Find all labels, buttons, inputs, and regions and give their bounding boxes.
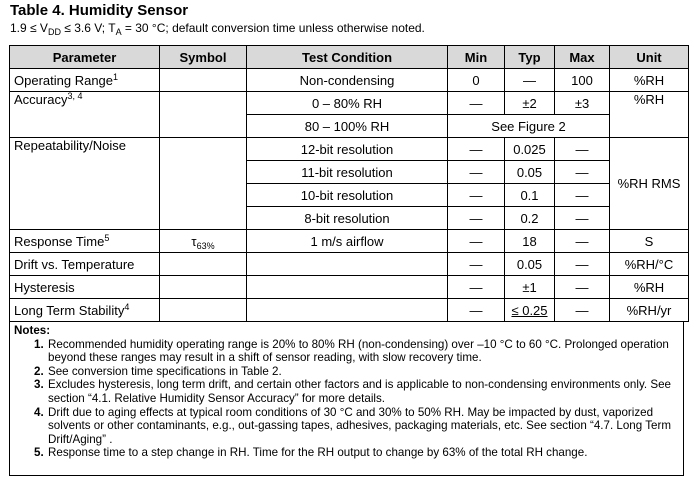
- table-row: [10, 253, 689, 276]
- header-typ: Typ: [505, 46, 555, 69]
- unit-cell: %RH: [610, 276, 689, 299]
- note-text: Response time to a step change in RH. Time for the RH output to change by 63% of the total RH change.: [48, 446, 588, 460]
- note-item: [34, 406, 683, 447]
- footnote-ref: 5: [104, 232, 110, 243]
- unit-cell: %RH: [610, 69, 689, 92]
- header-test-condition: Test Condition: [247, 46, 448, 69]
- note-text: Excludes hysteresis, long term drift, and certain other factors and is applicable to non-condensing environments only. See section “4.1. Relative Humidity Sensor Accuracy” for more details.: [48, 378, 671, 405]
- min-cell: —: [448, 161, 505, 184]
- header-min: Min: [448, 46, 505, 69]
- note-item: [34, 378, 683, 405]
- table-row: [10, 276, 689, 299]
- parameter-label: Long Term Stability: [14, 302, 125, 318]
- header-row: [10, 46, 689, 69]
- note-text: See conversion time specifications in Table 2.: [48, 364, 282, 378]
- unit-cell: %RH RMS: [610, 138, 689, 230]
- parameter-cell: Hysteresis: [10, 276, 160, 299]
- typ-cell: 0.2: [505, 207, 555, 230]
- symbol-cell: [160, 230, 247, 253]
- parameter-label: Response Time: [14, 233, 105, 249]
- min-cell: 0: [448, 69, 505, 92]
- typ-cell: 0.025: [505, 138, 555, 161]
- table-row: [10, 138, 689, 161]
- max-cell: —: [555, 138, 610, 161]
- note-number: 1.: [34, 337, 44, 351]
- parameter-cell: [10, 299, 160, 322]
- max-cell: 100: [555, 69, 610, 92]
- condition-cell: [247, 253, 448, 276]
- symbol-cell: [160, 253, 247, 276]
- condition-cell: 11-bit resolution: [247, 161, 448, 184]
- min-cell: —: [448, 138, 505, 161]
- tau-subscript: 63%: [196, 240, 215, 251]
- unit-cell: S: [610, 230, 689, 253]
- table-title: Table 4. Humidity Sensor: [10, 2, 189, 19]
- typ-cell: 0.05: [505, 161, 555, 184]
- table-row: [10, 69, 689, 92]
- header-unit: Unit: [610, 46, 689, 69]
- parameter-label: Operating Range: [14, 72, 114, 88]
- symbol-cell: [160, 92, 247, 138]
- ta-subscript: A: [115, 27, 122, 37]
- header-max: Max: [555, 46, 610, 69]
- max-cell: —: [555, 230, 610, 253]
- note-number: 5.: [34, 446, 44, 460]
- table-row: [10, 230, 689, 253]
- max-cell: —: [555, 276, 610, 299]
- note-item: [34, 338, 683, 365]
- condition-cell: 80 – 100% RH: [247, 115, 448, 138]
- vdd-subscript: DD: [47, 27, 61, 37]
- subtitle-mid: ≤ 3.6 V; T: [60, 21, 116, 35]
- table-subtitle: [10, 21, 425, 35]
- min-cell: —: [448, 299, 505, 322]
- condition-cell: 12-bit resolution: [247, 138, 448, 161]
- symbol-cell: [160, 276, 247, 299]
- footnote-ref: 4: [124, 301, 130, 312]
- max-cell: —: [555, 161, 610, 184]
- condition-cell: 8-bit resolution: [247, 207, 448, 230]
- footnote-ref: 1: [113, 71, 119, 82]
- max-cell: —: [555, 253, 610, 276]
- note-number: 3.: [34, 378, 44, 392]
- typ-cell: 0.1: [505, 184, 555, 207]
- see-figure-cell: See Figure 2: [448, 115, 610, 138]
- symbol-cell: [160, 138, 247, 230]
- parameter-label: Accuracy: [14, 92, 68, 107]
- max-cell: —: [555, 184, 610, 207]
- parameter-cell: Drift vs. Temperature: [10, 253, 160, 276]
- tau-symbol: τ: [191, 233, 197, 249]
- condition-cell: [247, 299, 448, 322]
- note-number: 2.: [34, 364, 44, 378]
- table-row: [10, 92, 689, 115]
- note-item: [34, 446, 683, 460]
- symbol-cell: [160, 299, 247, 322]
- typ-cell: —: [505, 69, 555, 92]
- typ-cell: ±1: [505, 276, 555, 299]
- min-cell: —: [448, 92, 505, 115]
- min-cell: —: [448, 276, 505, 299]
- subtitle-prefix: 1.9 ≤ V: [10, 21, 48, 35]
- note-item: [34, 365, 683, 379]
- min-cell: —: [448, 230, 505, 253]
- header-symbol: Symbol: [160, 46, 247, 69]
- note-number: 4.: [34, 405, 44, 419]
- parameter-cell: Repeatability/Noise: [10, 138, 160, 230]
- condition-cell: 1 m/s airflow: [247, 230, 448, 253]
- table-row: [10, 299, 689, 322]
- condition-cell: Non-condensing: [247, 69, 448, 92]
- min-cell: —: [448, 207, 505, 230]
- symbol-cell: [160, 69, 247, 92]
- typ-cell: ±2: [505, 92, 555, 115]
- min-cell: —: [448, 184, 505, 207]
- max-cell: ±3: [555, 92, 610, 115]
- min-cell: —: [448, 253, 505, 276]
- condition-cell: 10-bit resolution: [247, 184, 448, 207]
- subtitle-suffix: = 30 °C; default conversion time unless otherwise noted.: [121, 21, 425, 35]
- note-text: Drift due to aging effects at typical room conditions of 30 °C and 30% to 50% RH. May be impacted by dust, vaporized solvents or other contaminants, e.g., out-gassing tapes, adhesives, packaging materials, etc. See section “4.7. Long Term Drift/Aging” .: [48, 405, 671, 446]
- typ-cell: ≤ 0.25: [505, 299, 555, 322]
- max-cell: —: [555, 207, 610, 230]
- notes-box: [9, 322, 684, 476]
- unit-cell: %RH/°C: [610, 253, 689, 276]
- note-text: Recommended humidity operating range is 20% to 80% RH (non-condensing) over –10 °C to 60 °C. Prolonged operation beyond these ranges may result in a shift of sensor reading, with slow recovery time.: [48, 337, 669, 365]
- unit-cell: %RH/yr: [610, 299, 689, 322]
- unit-cell: %RH: [610, 92, 689, 138]
- parameter-cell: [10, 69, 160, 92]
- condition-cell: [247, 276, 448, 299]
- footnote-ref: 3, 4: [67, 91, 83, 101]
- header-parameter: Parameter: [10, 46, 160, 69]
- humidity-sensor-table: [9, 45, 689, 322]
- parameter-cell: [10, 230, 160, 253]
- notes-heading: Notes:: [14, 324, 51, 337]
- typ-cell: 18: [505, 230, 555, 253]
- max-cell: —: [555, 299, 610, 322]
- typ-cell: 0.05: [505, 253, 555, 276]
- parameter-cell: [10, 92, 160, 138]
- condition-cell: 0 – 80% RH: [247, 92, 448, 115]
